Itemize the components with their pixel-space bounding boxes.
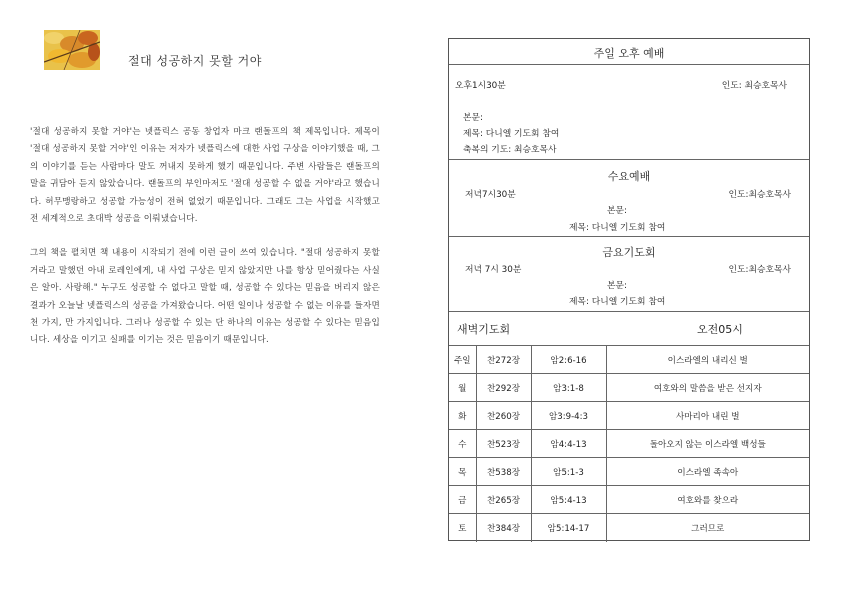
essay-body (30, 124, 380, 367)
dawn-passage-cell: 암5:1-3 (531, 458, 606, 486)
friday-service-leader: 인도:최승호목사 (728, 265, 791, 275)
essay-paragraph: '절대 성공하지 못할 거야'는 넷플릭스 공동 창업자 마크 랜돌프의 책 제목입니다. 제목이 '절대 성공하지 못할 거야'인 이유는 저자가 넷플릭스에 대한 사업 구상을 이야기했을 때, 그의 이야기를 듣는 사람마다 말도 꺼내지 못하게 했기 때문입니다. 주변 사람들은 랜돌프의 말을 귀담아 듣지 않았습니다. 랜돌프의 부인마저도 '절대 성공할 수 없을 거야'라고 했습니다. 허무맹랑하고 성공할 가능성이 전혀 없었기 때문입니다. 그래도 그는 사업을 시작했고 전 세계적으로 초대박 성공을 이뤄냈습니다. (30, 127, 380, 225)
dawn-day-cell: 토 (449, 514, 476, 542)
sunday-service-leader: 인도: 최승호목사 (721, 81, 787, 91)
worship-schedule-panel (448, 38, 810, 541)
dawn-day-cell: 월 (449, 374, 476, 402)
page-title: 절대 성공하지 못할 거야 (128, 54, 262, 68)
dawn-day-cell: 화 (449, 402, 476, 430)
dawn-passage-cell: 암5:14-17 (531, 514, 606, 542)
dawn-passage-cell: 암5:4-13 (531, 486, 606, 514)
dawn-hymn-cell: 찬272장 (476, 346, 531, 374)
table-row (449, 346, 809, 374)
dawn-hymn-cell: 찬260장 (476, 402, 531, 430)
wednesday-service-time: 저녁7시30분 (465, 190, 516, 200)
dawn-prayer-table (449, 345, 809, 542)
wednesday-text-label: 본문: (607, 206, 627, 216)
dawn-passage-cell: 암2:6-16 (531, 346, 606, 374)
dawn-prayer-title: 새벽기도회 (457, 323, 511, 336)
table-row (449, 402, 809, 430)
sunday-text-label: 본문: (463, 113, 483, 123)
dawn-hymn-cell: 찬523장 (476, 430, 531, 458)
dawn-prayer-time: 오전05시 (697, 323, 743, 336)
wednesday-service-title: 수요예배 (607, 170, 651, 183)
dawn-day-cell: 수 (449, 430, 476, 458)
table-row (449, 374, 809, 402)
dawn-topic-cell: 이스라엘 족속아 (606, 458, 809, 486)
sunday-blessing: 축복의 기도: 최승호목사 (463, 145, 557, 155)
sunday-service-time: 오후1시30분 (455, 81, 506, 91)
dawn-passage-cell: 암4:4-13 (531, 430, 606, 458)
table-row (449, 458, 809, 486)
dawn-hymn-cell: 찬265장 (476, 486, 531, 514)
dawn-topic-cell: 여호와를 찾으라 (606, 486, 809, 514)
autumn-leaves-image (44, 30, 100, 70)
table-row (449, 486, 809, 514)
dawn-hymn-cell: 찬292장 (476, 374, 531, 402)
wednesday-service-leader: 인도:최승호목사 (728, 190, 791, 200)
wednesday-subject: 제목: 다니엘 기도회 참여 (569, 223, 666, 233)
dawn-passage-cell: 암3:1-8 (531, 374, 606, 402)
friday-service-time: 저녁 7시 30분 (465, 265, 522, 275)
sunday-service-title: 주일 오후 예배 (593, 47, 665, 60)
dawn-topic-cell: 사마리아 내린 벌 (606, 402, 809, 430)
dawn-topic-cell: 여호와의 말씀을 받은 선지자 (606, 374, 809, 402)
dawn-topic-cell: 이스라엘의 내리신 벌 (606, 346, 809, 374)
sunday-subject: 제목: 다니엘 기도회 참여 (463, 129, 560, 139)
friday-subject: 제목: 다니엘 기도회 참여 (569, 297, 666, 307)
dawn-hymn-cell: 찬384장 (476, 514, 531, 542)
table-row (449, 514, 809, 542)
essay-paragraph: 그의 책을 펼치면 책 내용이 시작되기 전에 이런 글이 쓰여 있습니다. "절대 성공하지 못할 거라고 말했던 아내 로레인에게, 내 사업 구상은 믿지 않았지만 나를 항상 믿어줬다는 사실은 알아. 사랑해." 누구도 성공할 수 없다고 말할 때, 성공할 수 있다는 믿음을 버리지 않은 결과가 오늘날 넷플릭스의 성공을 가져왔습니다. 어떤 일이나 성공할 수 없는 이유를 들자면 천 가지, 만 가지입니다. 그러나 성공할 수 있는 단 하나의 이유는 성공할 수 있다는 믿음입니다. 세상을 이기고 실패를 이기는 것은 믿음이기 때문입니다. (30, 248, 380, 346)
friday-service-title: 금요기도회 (602, 246, 656, 259)
dawn-topic-cell: 그러므로 (606, 514, 809, 542)
friday-text-label: 본문: (607, 281, 627, 291)
dawn-day-cell: 목 (449, 458, 476, 486)
dawn-hymn-cell: 찬538장 (476, 458, 531, 486)
table-row (449, 430, 809, 458)
dawn-day-cell: 주일 (449, 346, 476, 374)
dawn-day-cell: 금 (449, 486, 476, 514)
dawn-passage-cell: 암3:9-4:3 (531, 402, 606, 430)
dawn-topic-cell: 돌아오지 않는 이스라엘 백성들 (606, 430, 809, 458)
